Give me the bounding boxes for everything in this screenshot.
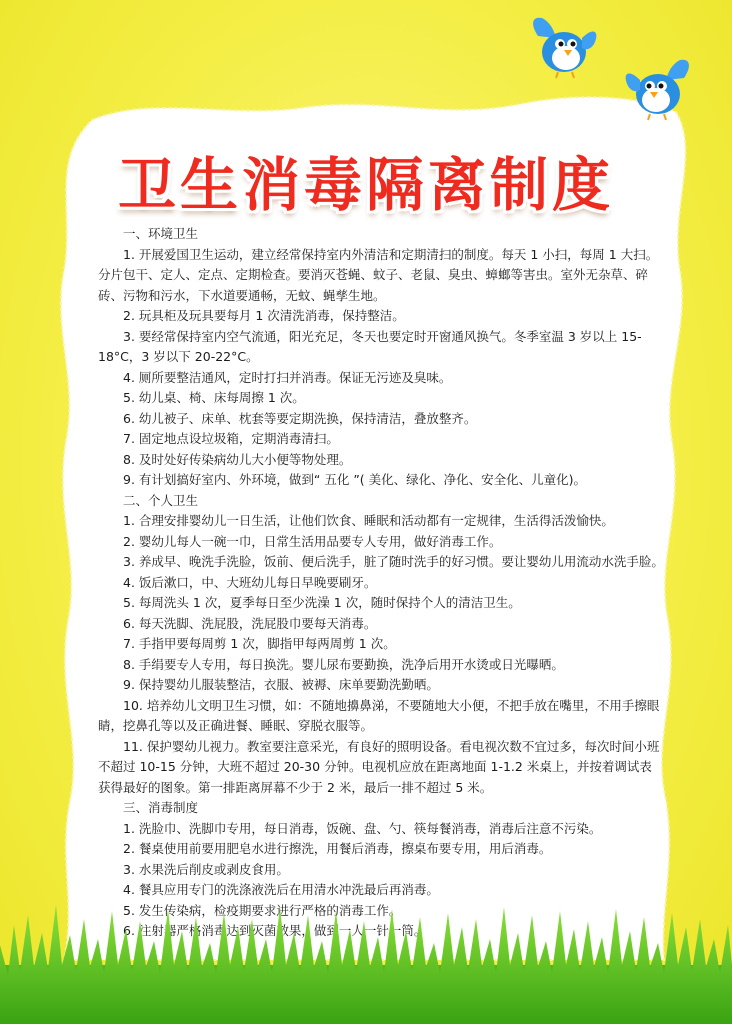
rule-item: 2. 婴幼儿每人一碗一巾，日常生活用品要专人专用，做好消毒工作。 [123,533,502,549]
rule-item: 6. 幼儿被子、床单、枕套等要定期洗换，保持清洁，叠放整齐。 [123,410,477,426]
rule-item: 1. 洗脸巾、洗脚巾专用，每日消毒，饭碗、盘、勺、筷每餐消毒，消毒后注意不污染。 [123,820,602,836]
rule-item: 3. 要经常保持室内空气流通，阳光充足，冬天也要定时开窗通风换气。冬季室温 3 岁以上 15-18°C，3 岁以下 20-22°C。 [98,328,642,364]
rule-item: 4. 厕所要整洁通风，定时打扫并消毒。保证无污迹及臭味。 [123,369,452,385]
rule-item: 4. 饭后漱口，中、大班幼儿每日早晚要刷牙。 [123,574,377,590]
rule-item: 5. 每周洗头 1 次，夏季每日至少洗澡 1 次，随时保持个人的清洁卫生。 [123,595,521,610]
rule-item: 10. 培养幼儿文明卫生习惯，如：不随地擤鼻涕，不要随地大小便，不把手放在嘴里，不用手擦眼睛，挖鼻孔等以及正确进餐、睡眠、穿脱衣服等。 [98,697,660,733]
section-heading: 二、个人卫生 [123,492,199,508]
rule-item: 8. 及时处好传染病幼儿大小便等物处理。 [123,451,352,467]
rule-item: 3. 水果洗后削皮或剥皮食用。 [123,861,289,877]
rule-item: 2. 玩具柜及玩具要每月 1 次清洗消毒，保持整洁。 [123,308,405,323]
rule-item: 7. 固定地点设垃圾箱，定期消毒清扫。 [123,431,339,446]
rule-item: 3. 养成早、晚洗手洗脸，饭前、便后洗手，脏了随时洗手的好习惯。要让婴幼儿用流动水洗手脸。 [123,554,664,569]
rules-text [98,224,664,942]
rule-item: 7. 手指甲要每周剪 1 次，脚指甲每两周剪 1 次。 [123,636,396,651]
rule-item: 4. 餐具应用专门的洗涤液洗后在用清水冲洗最后再消毒。 [123,882,439,897]
section-heading: 三、消毒制度 [123,800,199,815]
rule-item: 11. 保护婴幼儿视力。教室要注意采光，有良好的照明设备。看电视次数不宜过多，每次时间小班不超过 10-15 分钟，大班不超过 20-30 分钟。电视机应放在距离地面 1-1.2 米桌上，并按着调试表获得最好的图象。第一排距离屏幕不少于 2 米，最后一排不超过 5 米。 [98,738,660,795]
grass-illustration [0,905,732,1024]
section-heading: 一、环境卫生 [123,226,199,241]
rule-item: 5. 幼儿桌、椅、床每周擦 1 次。 [123,390,305,405]
rule-item: 1. 开展爱国卫生运动，建立经常保持室内外清洁和定期清扫的制度。每天 1 小扫，每周 1 大扫。分片包干、定人、定点、定期检查。要消灭苍蝇、蚊子、老鼠、臭虫、蟑螂等害虫。室外无杂草、碎砖、污物和污水，下水道要通畅，无蚊、蝇孳生地。 [98,246,659,303]
rule-item: 1. 合理安排婴幼儿一日生活，让他们饮食、睡眠和活动都有一定规律，生活得活泼愉快。 [123,513,614,528]
blue-bird-icon [528,14,600,80]
rule-item: 8. 手绢要专人专用，每日换洗。婴儿尿布要勤换，洗净后用开水烫或日光曝晒。 [123,656,564,672]
page-title: 卫生消毒隔离制度 [117,151,614,219]
rule-item: 6. 注射器严格消毒达到灭菌效果，做到一人一针一筒。 [123,923,427,938]
rule-item: 6. 每天洗脚、洗屁股，洗屁股巾要每天消毒。 [123,615,377,631]
blue-bird-icon [622,56,694,122]
rule-item: 5. 发生传染病，检疫期要求进行严格的消毒工作。 [123,902,402,918]
rule-item: 2. 餐桌使用前要用肥皂水进行擦洗，用餐后消毒，擦桌布要专用，用后消毒。 [123,841,552,856]
rule-item: 9. 有计划搞好室内、外环境，做到“ 五化 ”( 美化、绿化、净化、安全化、儿童化)。 [123,472,587,487]
rule-item: 9. 保持婴幼儿服装整洁，衣服、被褥、床单要勤洗勤晒。 [123,677,439,692]
